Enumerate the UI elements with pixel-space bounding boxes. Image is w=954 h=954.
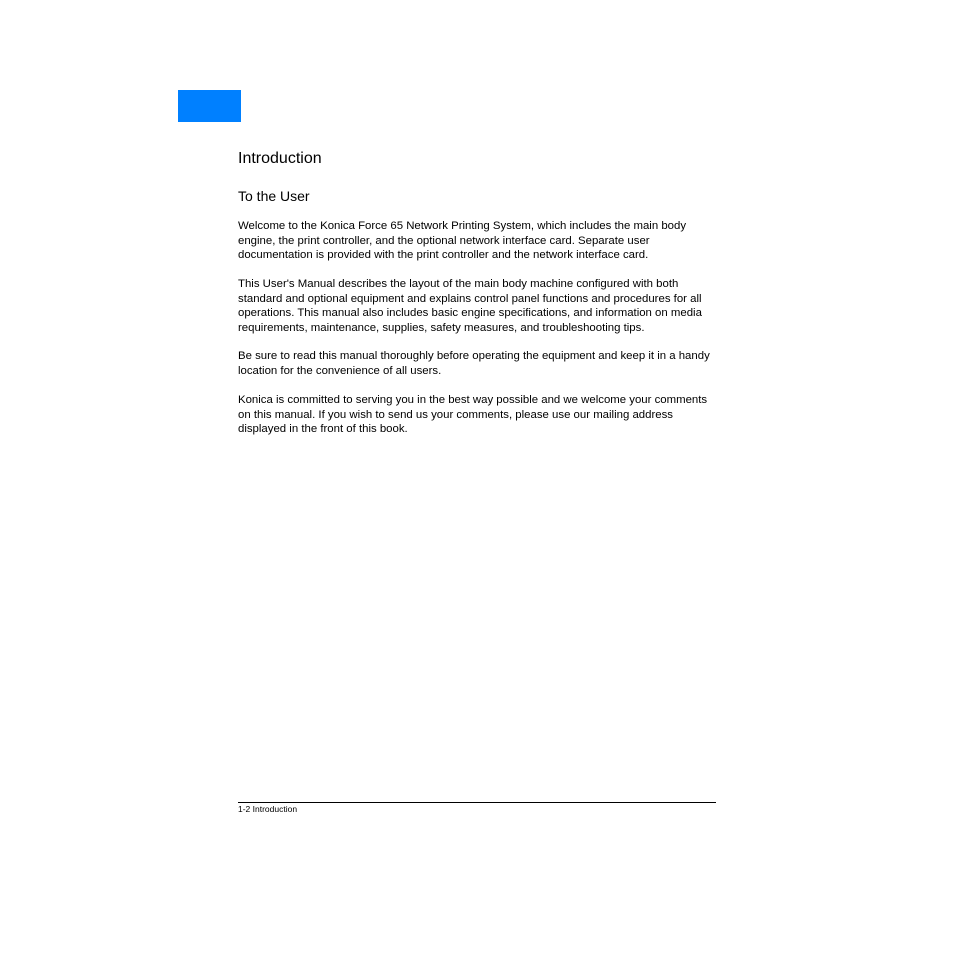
paragraph-manual-description: This User's Manual describes the layout of the main body machine configured with both standard and optional equipment and explains control panel functions and procedures for all operations. This manual also includes basic engine specifications, and information on media requirements, maintenance, supplies, safety measures, and troubleshooting tips. [238,278,702,334]
section-heading: To the User [238,188,310,204]
paragraph-feedback: Konica is committed to serving you in the best way possible and we welcome your comments on this manual. If you wish to send us your comments, please use our mailing address displayed in the front of this book. [238,394,708,435]
paragraph-welcome: Welcome to the Konica Force 65 Network Printing System, which includes the main body engine, the print controller, and the optional network interface card. Separate user documentation is provided with the print controller and the network interface card. [238,220,687,261]
page-footer-label: 1-2 Introduction [238,804,298,814]
page-title: Introduction [238,150,322,167]
paragraph-read-manual: Be sure to read this manual thoroughly before operating the equipment and keep it in a handy location for the convenience of all users. [238,350,710,377]
footer-divider [238,802,716,803]
chapter-tab-marker [178,90,241,122]
